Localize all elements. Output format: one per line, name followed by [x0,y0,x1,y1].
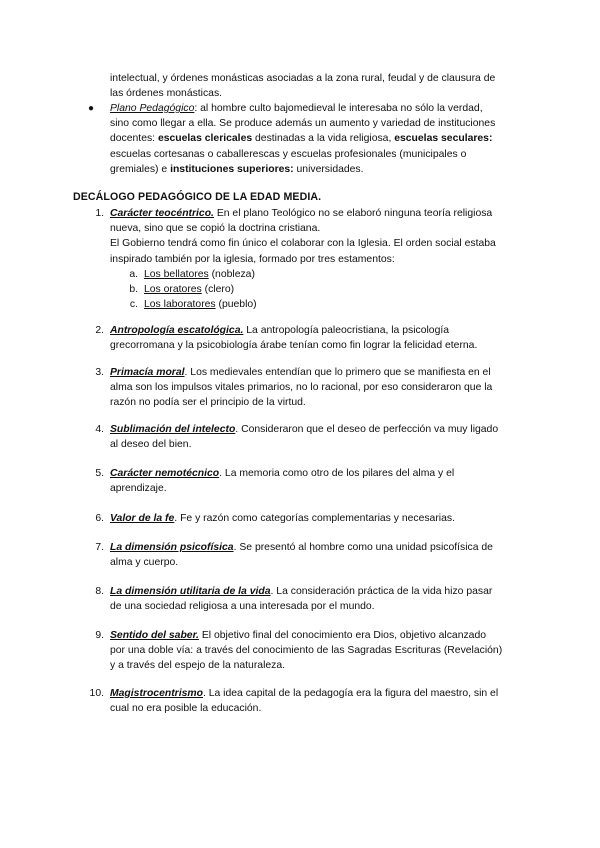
list-number: 9. [95,630,104,641]
list-item-heading: Antropología escatológica. [110,325,244,336]
list-line [110,584,530,599]
sublist-text: (clero) [201,284,235,295]
bullet-text: gremiales) e [110,163,171,175]
sublist-item [144,282,234,297]
list-line: nueva, sino que se copió la doctrina cristiana. [110,223,321,235]
list-line: alma y cuerpo. [110,557,179,569]
list-line: y a través del espejo de la naturaleza. [110,660,286,672]
list-item-heading: Sublimación del intelecto [110,424,236,435]
bullet-text: destinadas a la vida religiosa, [252,133,395,145]
list-item-heading: Magistrocentrismo [110,688,203,699]
bullet-paragraph [110,101,530,177]
list-item [110,206,530,267]
list-line: El Gobierno tendrá como fin único el colaborar con la Iglesia. El orden social estaba [110,238,496,250]
list-line [110,206,530,221]
sublist-letter: a. [129,269,138,280]
list-line: alma son los impulsos vitales primarios, no lo racional, por eso consideraron que la [110,382,493,394]
list-line [110,511,530,526]
list-line: al deseo del bien. [110,439,192,451]
list-item [110,511,530,526]
list-line: aprendizaje. [110,483,167,495]
bullet-text: : al hombre culto bajomedieval le interesaba no sólo la verdad, [194,103,483,114]
list-item-text: . La idea capital de la pedagogía era la figura del maestro, sin el [202,688,499,699]
list-item-heading: La dimensión utilitaria de la vida [110,586,271,597]
list-item-text: . La memoria como otro de los pilares del alma y el [219,468,455,479]
list-item-text: . Consideraron que el deseo de perfección va muy ligado [235,424,499,435]
bullet-bold: escuelas clericales [157,133,253,145]
bullet-line [110,101,530,116]
sublist-text: (pueblo) [215,299,257,310]
list-item [110,422,530,452]
list-line [110,686,530,701]
list-number: 7. [95,542,104,553]
list-item-text: La antropología paleocristiana, la psicología [243,325,450,336]
list-line [110,466,530,481]
continuation-line: las órdenes monásticas. [110,88,223,100]
continuation-line: intelectual, y órdenes monásticas asociadas a la zona rural, feudal y de clausura de [110,73,496,84]
list-item [110,584,530,614]
list-line [110,422,530,437]
list-number: 6. [95,513,104,524]
list-item-text: En el plano Teológico no se elaboró ninguna teoría religiosa [213,208,493,219]
list-number: 3. [95,367,104,378]
sublist-item [144,267,255,282]
list-item-text: El objetivo final del conocimiento era Dios, objetivo alcanzado [198,630,486,641]
list-line: razón no podía ser el principio de la virtud. [110,397,306,409]
bullet-head: Plano Pedagógico [110,103,195,114]
list-item-heading: Sentido del saber. [110,630,199,641]
bullet-text: universidades. [293,163,364,175]
list-item-text: . Se presentó al hombre como una unidad psicofísica de [233,542,493,553]
sublist-letter: c. [129,299,138,310]
sublist-text: (nobleza) [208,269,255,280]
sublist-label: Los bellatores [144,269,209,280]
bullet-marker: ● [88,103,95,114]
bullet-bold: escuelas seculares: [394,133,493,145]
list-number: 2. [95,325,104,336]
list-line [110,540,530,555]
list-line [110,365,530,380]
sublist-item [144,297,257,312]
sublist-label: Los oratores [144,284,202,295]
list-item [110,466,530,496]
list-number: 5. [95,468,104,479]
continuation-paragraph [110,71,530,101]
section-title: DECÁLOGO PEDAGÓGICO DE LA EDAD MEDIA. [73,191,322,203]
bullet-text: docentes: [110,133,158,145]
list-line: cual no era posible la educación. [110,703,262,715]
sublist-label: Los laboratores [144,299,216,310]
list-line [110,323,530,338]
list-item-heading: Primacía moral [110,367,185,378]
list-item-text: . Fe y razón como categorías complementarias y necesarias. [174,513,455,524]
list-number: 8. [95,586,104,597]
list-line [110,628,530,643]
list-item [110,365,530,411]
bullet-line: escuelas cortesanas o caballerescas y escuelas profesionales (municipales o [110,148,467,160]
list-number: 4. [95,424,104,435]
list-item-text: . La consideración práctica de la vida hizo pasar [270,586,493,597]
list-item-heading: Carácter nemotécnico [110,468,220,479]
list-item [110,540,530,570]
bullet-line: sino como llegar a ella. Se produce además un aumento y variedad de instituciones [110,118,496,130]
bullet-bold: instituciones superiores: [170,163,294,175]
bullet-line [110,162,530,177]
list-item-heading: Valor de la fe [110,513,175,524]
list-number: 1. [95,208,104,219]
list-number: 10. [89,688,104,699]
list-item-text: . Los medievales entendían que lo primero que se manifiesta en el [184,367,491,378]
list-item [110,323,530,353]
list-line: de una sociedad religiosa a una interesada por el mundo. [110,601,375,613]
sublist-letter: b. [129,284,138,295]
list-line: grecorromana y la psicobiología árabe tenían como fin lograr la felicidad eterna. [110,340,478,352]
list-line: por una doble vía: a través del conocimiento de las Sagradas Escrituras (Revelación) [110,645,503,657]
bullet-line [110,131,530,146]
list-item [110,686,530,716]
list-item [110,628,530,674]
list-item-heading: La dimensión psicofísica [110,542,234,553]
list-item-heading: Carácter teocéntrico. [110,208,214,219]
list-line: inspirado también por la iglesia, formado por tres estamentos: [110,253,395,265]
